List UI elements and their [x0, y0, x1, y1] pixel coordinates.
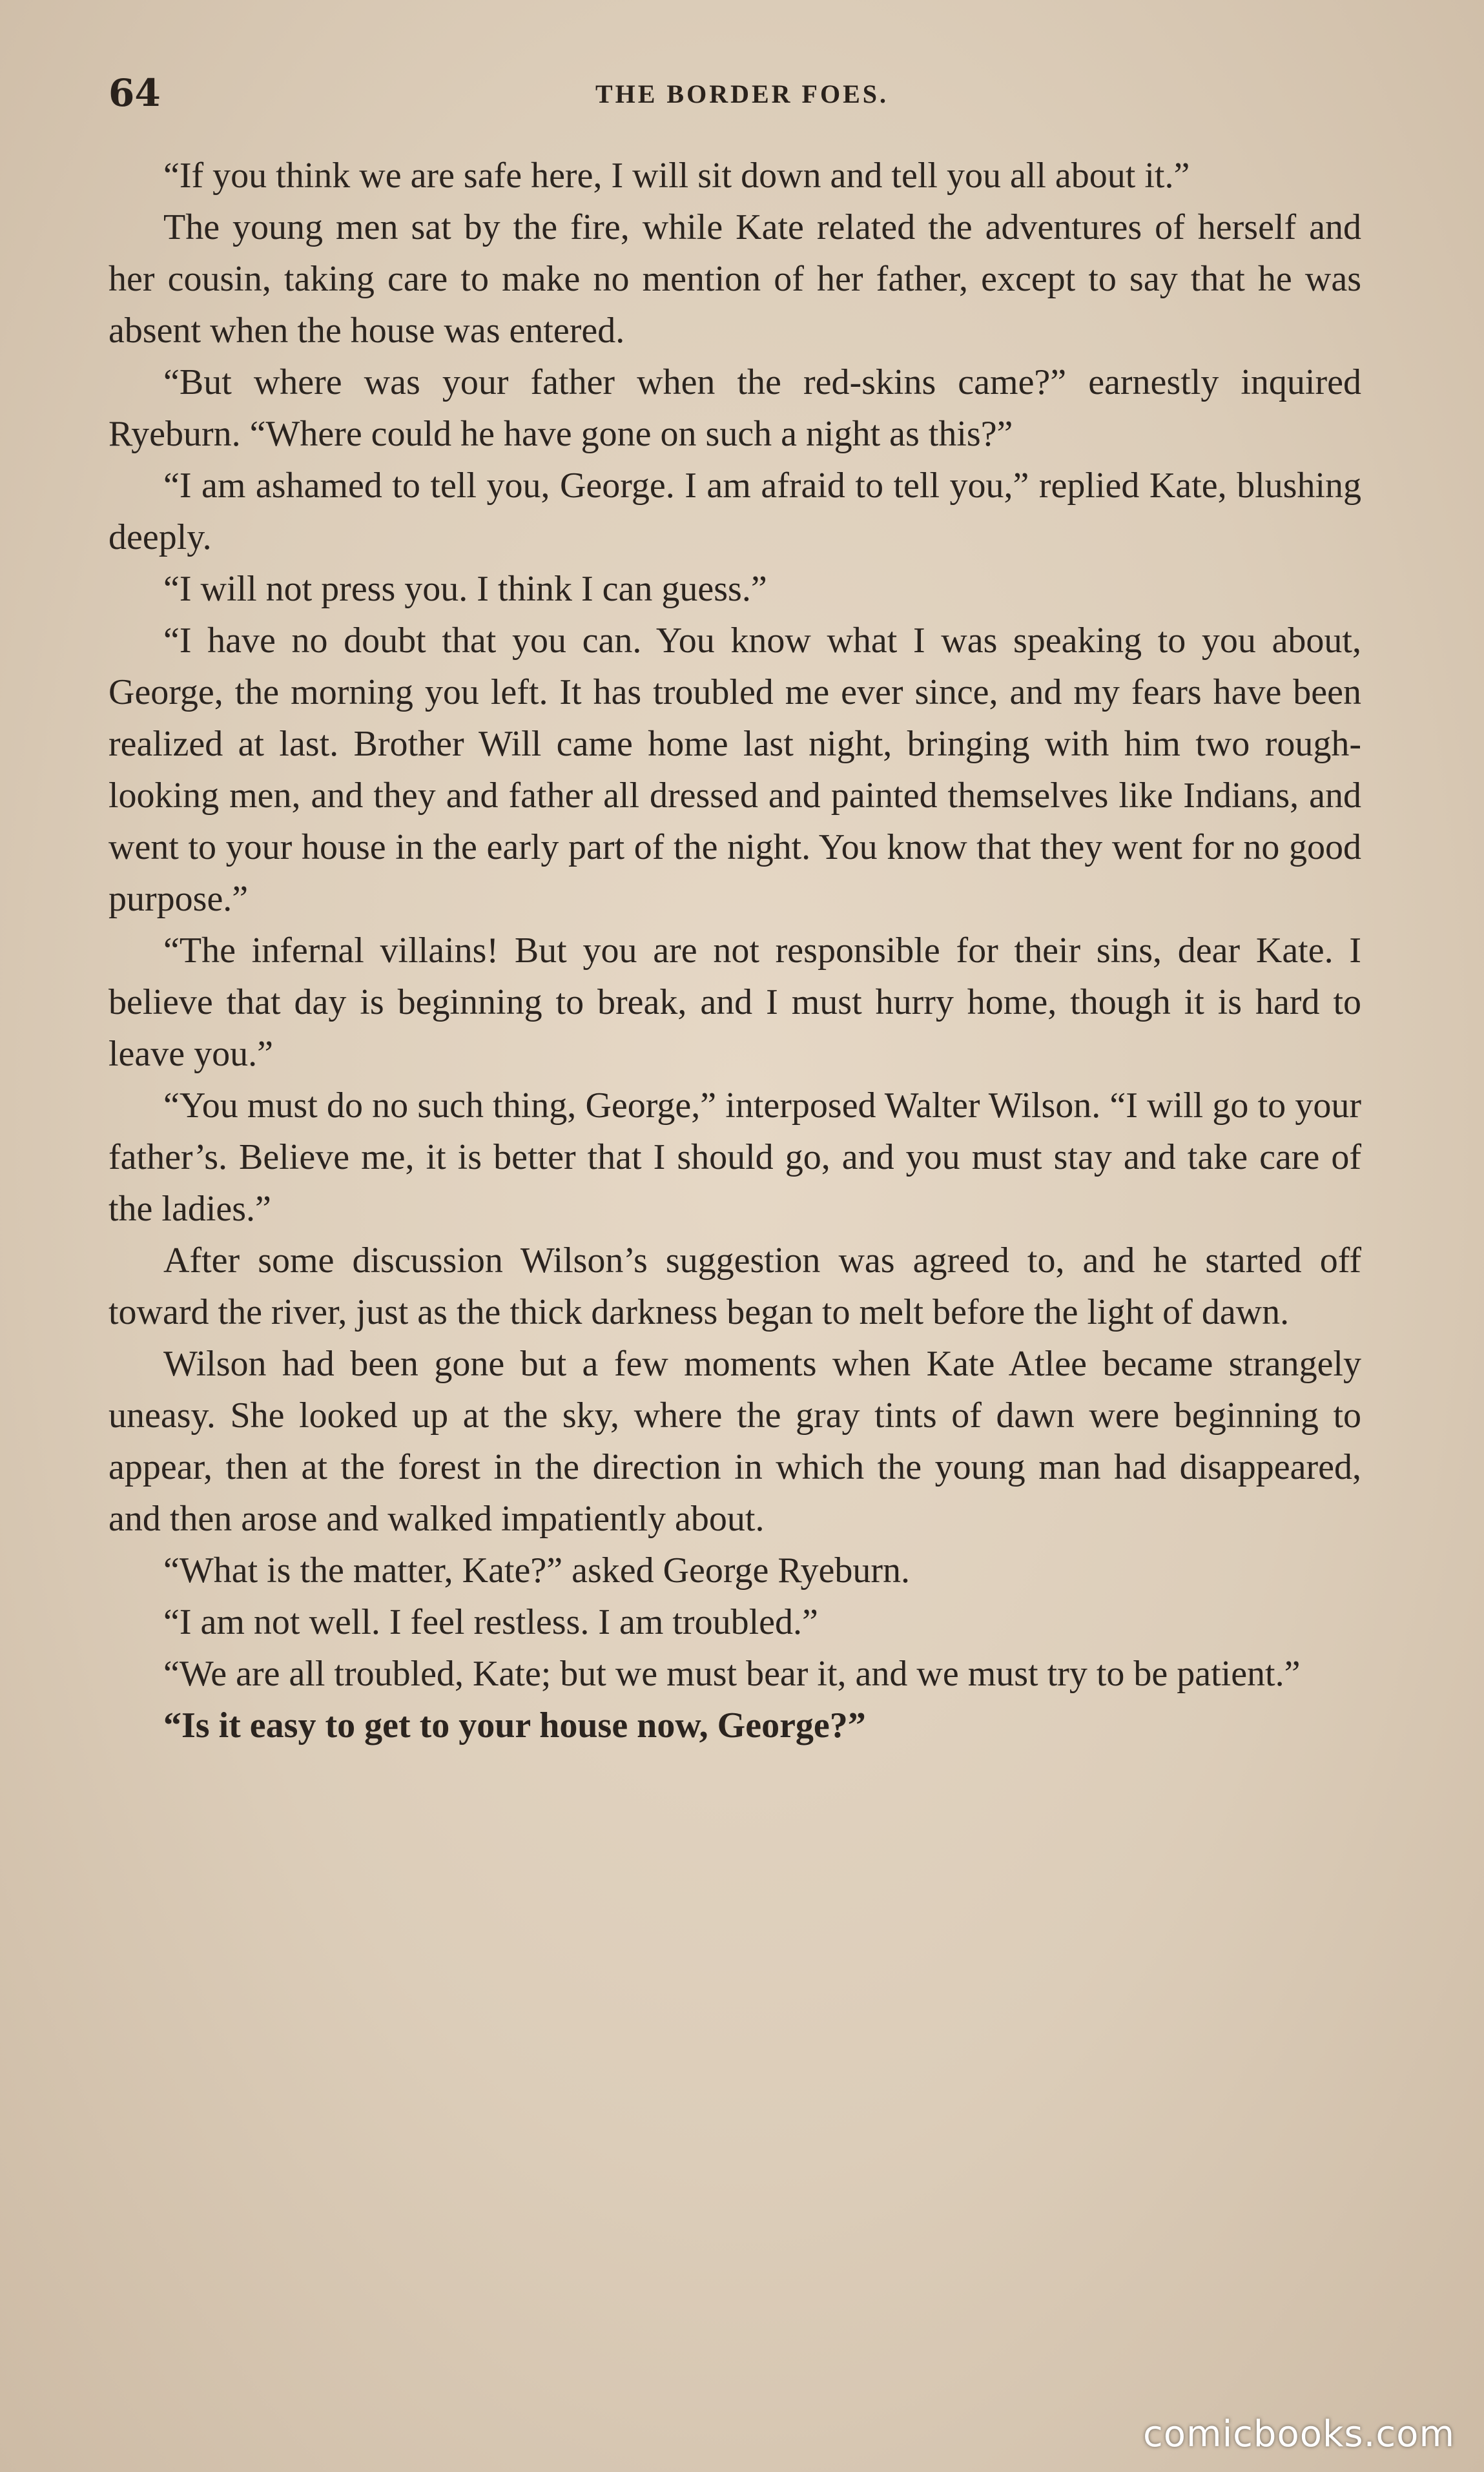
paragraph: “If you think we are safe here, I will sit down and tell you all about it.” [163, 156, 1190, 196]
paragraph: “But where was your father when the red-skins came?” earnestly inquired Ryeburn. “Where could he have gone on such a night as this?” [108, 362, 1361, 454]
page-number: 64 [108, 71, 161, 115]
paragraph: The young men sat by the fire, while Kate related the adventures of herself and her cousin, taking care to make no mention of her father, except to say that he was absent when the house was entered. [108, 207, 1361, 351]
paragraph: “I am ashamed to tell you, George. I am afraid to tell you,” replied Kate, blushing deeply. [108, 466, 1361, 557]
paragraph: “Is it easy to get to your house now, George?” [163, 1705, 866, 1746]
paragraph: “You must do no such thing, George,” interposed Walter Wilson. “I will go to your father’s. Believe me, it is better that I should go, and you must stay and take care of the ladies.” [108, 1086, 1361, 1229]
paragraph: “I will not press you. I think I can guess.” [163, 569, 767, 609]
paragraph: “I have no doubt that you can. You know what I was speaking to you about, George, the morning you left. It has troubled me ever since, and my fears have been realized at last. Brother Will came home last night, bringing with him two rough-looking men, and they and father all dressed and painted themselves like Indians, and went to your house in the early part of the night. You know that they went for no good purpose.” [108, 621, 1361, 919]
paragraph: “What is the matter, Kate?” asked George Ryeburn. [163, 1550, 911, 1591]
running-head: THE BORDER FOES. [595, 79, 889, 108]
body-text [108, 150, 1361, 1751]
paragraph: “We are all troubled, Kate; but we must bear it, and we must try to be patient.” [163, 1654, 1301, 1694]
watermark: comicbooks.com [1142, 2413, 1455, 2455]
paragraph: “The infernal villains! But you are not responsible for their sins, dear Kate. I believe that day is beginning to break, and I must hurry home, though it is hard to leave you.” [108, 931, 1361, 1074]
paragraph: “I am not well. I feel restless. I am troubled.” [163, 1602, 818, 1642]
paragraph: Wilson had been gone but a few moments when Kate Atlee became strangely uneasy. She looked up at the sky, where the gray tints of dawn were beginning to appear, then at the forest in the direction in which the young man had disappeared, and then arose and walked impatiently about. [108, 1344, 1361, 1539]
paragraph: After some discussion Wilson’s suggestion was agreed to, and he started off toward the river, just as the thick darkness began to melt before the light of dawn. [108, 1241, 1361, 1332]
